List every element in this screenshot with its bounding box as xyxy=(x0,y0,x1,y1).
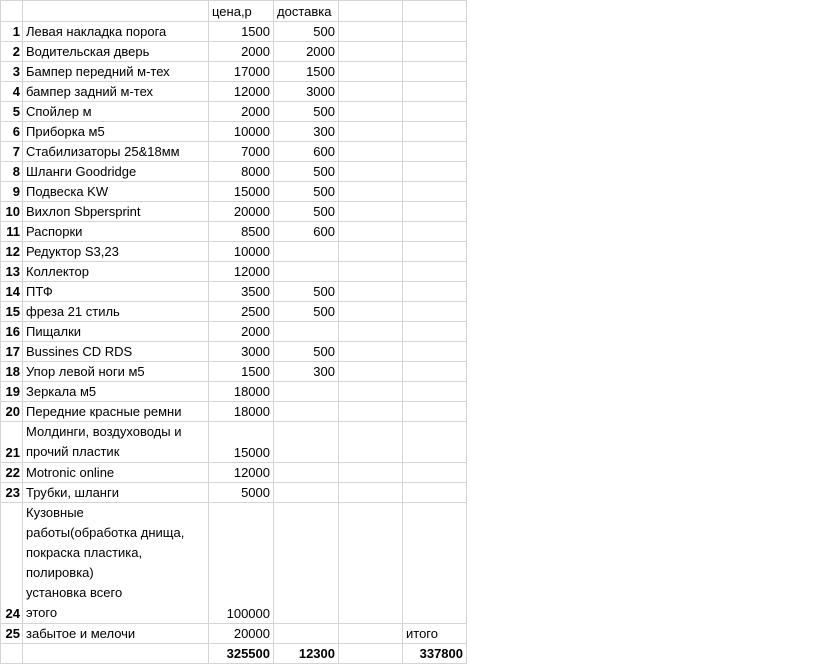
price-cell[interactable]: 12000 xyxy=(209,82,274,102)
delivery-cell[interactable]: 500 xyxy=(274,102,339,122)
delivery-cell[interactable]: 500 xyxy=(274,282,339,302)
item-name[interactable]: Стабилизаторы 25&18мм xyxy=(23,142,209,162)
cell[interactable] xyxy=(339,362,403,382)
total-label-cell[interactable] xyxy=(403,262,467,282)
row-number[interactable]: 22 xyxy=(1,463,23,483)
table-row xyxy=(1,282,467,302)
item-name[interactable]: Подвеска KW xyxy=(23,182,209,202)
cell[interactable] xyxy=(339,102,403,122)
item-name[interactable]: Спойлер м xyxy=(23,102,209,122)
item-name[interactable]: Вихлоп Sbpersprint xyxy=(23,202,209,222)
row-number[interactable]: 16 xyxy=(1,322,23,342)
item-name[interactable]: Кузовные работы(обработка днища, покраска пластика, полировка) установка всего этого xyxy=(23,503,209,624)
table-row xyxy=(1,182,467,202)
cell[interactable] xyxy=(339,282,403,302)
row-number[interactable]: 10 xyxy=(1,202,23,222)
cell[interactable] xyxy=(1,1,23,22)
item-name[interactable]: Левая накладка порога xyxy=(23,22,209,42)
row-number[interactable]: 17 xyxy=(1,342,23,362)
total-label-cell[interactable]: итого xyxy=(403,624,467,644)
delivery-cell[interactable]: 300 xyxy=(274,122,339,142)
price-cell[interactable]: 1500 xyxy=(209,22,274,42)
total-label-cell[interactable] xyxy=(403,62,467,82)
table-row xyxy=(1,483,467,503)
item-name[interactable]: Bussines CD RDS xyxy=(23,342,209,362)
cell[interactable] xyxy=(403,1,467,22)
total-label-cell[interactable] xyxy=(403,122,467,142)
table-row xyxy=(1,22,467,42)
grand-total[interactable]: 337800 xyxy=(403,644,467,664)
total-label-cell[interactable] xyxy=(403,402,467,422)
row-number[interactable]: 15 xyxy=(1,302,23,322)
delivery-cell[interactable] xyxy=(274,382,339,402)
delivery-cell[interactable]: 1500 xyxy=(274,62,339,82)
delivery-cell[interactable]: 500 xyxy=(274,302,339,322)
total-label-cell[interactable] xyxy=(403,102,467,122)
table-row xyxy=(1,222,467,242)
delivery-cell[interactable]: 300 xyxy=(274,362,339,382)
row-number[interactable]: 8 xyxy=(1,162,23,182)
item-name[interactable]: фреза 21 стиль xyxy=(23,302,209,322)
delivery-cell[interactable] xyxy=(274,402,339,422)
price-cell[interactable]: 2000 xyxy=(209,102,274,122)
delivery-cell[interactable]: 500 xyxy=(274,342,339,362)
item-name[interactable]: Приборка м5 xyxy=(23,122,209,142)
delivery-header[interactable]: доставка xyxy=(274,1,339,22)
table-row xyxy=(1,322,467,342)
price-cell[interactable]: 8000 xyxy=(209,162,274,182)
table-row xyxy=(1,302,467,322)
total-label-cell[interactable] xyxy=(403,382,467,402)
total-label-cell[interactable] xyxy=(403,322,467,342)
delivery-cell[interactable]: 500 xyxy=(274,202,339,222)
table-row xyxy=(1,142,467,162)
delivery-cell[interactable]: 2000 xyxy=(274,42,339,62)
delivery-cell[interactable] xyxy=(274,422,339,463)
delivery-cell[interactable] xyxy=(274,503,339,624)
cell[interactable] xyxy=(339,182,403,202)
item-name[interactable]: бампер задний м-тех xyxy=(23,82,209,102)
sheet-body xyxy=(1,1,467,664)
price-cell[interactable]: 2500 xyxy=(209,302,274,322)
row-number[interactable]: 23 xyxy=(1,483,23,503)
row-number[interactable]: 20 xyxy=(1,402,23,422)
row-number[interactable]: 11 xyxy=(1,222,23,242)
total-label-cell[interactable] xyxy=(403,162,467,182)
row-number[interactable]: 14 xyxy=(1,282,23,302)
total-label-cell[interactable] xyxy=(403,42,467,62)
total-price[interactable]: 325500 xyxy=(209,644,274,664)
cell[interactable] xyxy=(339,242,403,262)
cell[interactable] xyxy=(339,62,403,82)
cell[interactable] xyxy=(339,463,403,483)
item-name[interactable]: Редуктор S3,23 xyxy=(23,242,209,262)
table-row xyxy=(1,82,467,102)
table-row xyxy=(1,62,467,82)
price-cell[interactable]: 18000 xyxy=(209,402,274,422)
total-label-cell[interactable] xyxy=(403,342,467,362)
cell[interactable] xyxy=(339,402,403,422)
cell[interactable] xyxy=(339,422,403,463)
row-number[interactable]: 18 xyxy=(1,362,23,382)
price-cell[interactable]: 2000 xyxy=(209,322,274,342)
price-cell[interactable]: 1500 xyxy=(209,362,274,382)
delivery-cell[interactable]: 600 xyxy=(274,222,339,242)
total-label-cell[interactable] xyxy=(403,463,467,483)
table-row xyxy=(1,382,467,402)
item-name[interactable]: Пищалки xyxy=(23,322,209,342)
item-name[interactable]: Трубки, шланги xyxy=(23,483,209,503)
price-cell[interactable]: 7000 xyxy=(209,142,274,162)
total-label-cell[interactable] xyxy=(403,282,467,302)
cell[interactable] xyxy=(339,142,403,162)
delivery-cell[interactable] xyxy=(274,322,339,342)
price-cell[interactable]: 3500 xyxy=(209,282,274,302)
row-number[interactable]: 1 xyxy=(1,22,23,42)
table-row xyxy=(1,463,467,483)
price-cell[interactable]: 17000 xyxy=(209,62,274,82)
price-cell[interactable]: 10000 xyxy=(209,122,274,142)
delivery-cell[interactable] xyxy=(274,242,339,262)
total-label-cell[interactable] xyxy=(403,142,467,162)
row-number[interactable]: 2 xyxy=(1,42,23,62)
item-name[interactable]: Коллектор xyxy=(23,262,209,282)
price-cell[interactable]: 2000 xyxy=(209,42,274,62)
cell[interactable] xyxy=(339,322,403,342)
row-number[interactable]: 9 xyxy=(1,182,23,202)
item-name[interactable]: Бампер передний м-тех xyxy=(23,62,209,82)
cell[interactable] xyxy=(339,262,403,282)
table-row xyxy=(1,242,467,262)
delivery-cell[interactable] xyxy=(274,463,339,483)
total-label-cell[interactable] xyxy=(403,302,467,322)
table-row xyxy=(1,503,467,624)
item-name[interactable]: Водительская дверь xyxy=(23,42,209,62)
row-number[interactable]: 25 xyxy=(1,624,23,644)
price-cell[interactable]: 20000 xyxy=(209,202,274,222)
delivery-cell[interactable]: 500 xyxy=(274,182,339,202)
delivery-cell[interactable]: 3000 xyxy=(274,82,339,102)
price-cell[interactable]: 12000 xyxy=(209,463,274,483)
delivery-cell[interactable] xyxy=(274,262,339,282)
item-name[interactable]: Шланги Goodridge xyxy=(23,162,209,182)
total-label-cell[interactable] xyxy=(403,22,467,42)
row-number[interactable]: 6 xyxy=(1,122,23,142)
cell[interactable] xyxy=(339,483,403,503)
total-label-cell[interactable] xyxy=(403,483,467,503)
table-row xyxy=(1,402,467,422)
total-delivery[interactable]: 12300 xyxy=(274,644,339,664)
row-number[interactable]: 3 xyxy=(1,62,23,82)
item-name[interactable]: Упор левой ноги м5 xyxy=(23,362,209,382)
total-label-cell[interactable] xyxy=(403,362,467,382)
item-name[interactable]: ПТФ xyxy=(23,282,209,302)
row-number[interactable]: 7 xyxy=(1,142,23,162)
delivery-cell[interactable] xyxy=(274,483,339,503)
row-number[interactable]: 12 xyxy=(1,242,23,262)
price-header[interactable]: цена,р xyxy=(209,1,274,22)
item-name[interactable]: Motronic online xyxy=(23,463,209,483)
total-label-cell[interactable] xyxy=(403,242,467,262)
item-name[interactable]: забытое и мелочи xyxy=(23,624,209,644)
delivery-cell[interactable] xyxy=(274,624,339,644)
price-cell[interactable]: 15000 xyxy=(209,422,274,463)
table-row xyxy=(1,162,467,182)
total-label-cell[interactable] xyxy=(403,222,467,242)
table-row xyxy=(1,202,467,222)
row-number[interactable]: 19 xyxy=(1,382,23,402)
row-number[interactable]: 5 xyxy=(1,102,23,122)
price-cell[interactable]: 12000 xyxy=(209,262,274,282)
item-name[interactable]: Зеркала м5 xyxy=(23,382,209,402)
price-cell[interactable]: 15000 xyxy=(209,182,274,202)
price-cell[interactable]: 8500 xyxy=(209,222,274,242)
delivery-cell[interactable]: 600 xyxy=(274,142,339,162)
cell[interactable] xyxy=(339,624,403,644)
table-row xyxy=(1,122,467,142)
row-number[interactable]: 21 xyxy=(1,422,23,463)
price-cell[interactable]: 20000 xyxy=(209,624,274,644)
price-cell[interactable]: 3000 xyxy=(209,342,274,362)
cell[interactable] xyxy=(339,162,403,182)
total-label-cell[interactable] xyxy=(403,182,467,202)
table-row xyxy=(1,624,467,644)
delivery-cell[interactable]: 500 xyxy=(274,162,339,182)
cell[interactable] xyxy=(339,82,403,102)
total-label-cell[interactable] xyxy=(403,422,467,463)
table-row xyxy=(1,42,467,62)
table-row xyxy=(1,362,467,382)
cell[interactable] xyxy=(339,503,403,624)
total-label-cell[interactable] xyxy=(403,202,467,222)
row-number[interactable]: 4 xyxy=(1,82,23,102)
price-cell[interactable]: 5000 xyxy=(209,483,274,503)
cell[interactable] xyxy=(339,202,403,222)
cell[interactable] xyxy=(339,122,403,142)
price-cell[interactable]: 100000 xyxy=(209,503,274,624)
delivery-cell[interactable]: 500 xyxy=(274,22,339,42)
table-row xyxy=(1,342,467,362)
cell[interactable] xyxy=(339,42,403,62)
item-name[interactable]: Передние красные ремни xyxy=(23,402,209,422)
total-label-cell[interactable] xyxy=(403,82,467,102)
row-number[interactable]: 24 xyxy=(1,503,23,624)
cell[interactable] xyxy=(23,1,209,22)
header-row xyxy=(1,1,467,22)
table-row xyxy=(1,422,467,463)
cell[interactable] xyxy=(339,342,403,362)
item-name[interactable]: Молдинги, воздуховоды и прочий пластик xyxy=(23,422,209,463)
price-cell[interactable]: 10000 xyxy=(209,242,274,262)
cell[interactable] xyxy=(339,302,403,322)
cell[interactable] xyxy=(339,382,403,402)
item-name[interactable]: Распорки xyxy=(23,222,209,242)
table-row xyxy=(1,262,467,282)
row-number[interactable]: 13 xyxy=(1,262,23,282)
table-row xyxy=(1,102,467,122)
price-cell[interactable]: 18000 xyxy=(209,382,274,402)
cell[interactable] xyxy=(339,222,403,242)
total-label-cell[interactable] xyxy=(403,503,467,624)
cell[interactable] xyxy=(339,1,403,22)
cell[interactable] xyxy=(339,22,403,42)
